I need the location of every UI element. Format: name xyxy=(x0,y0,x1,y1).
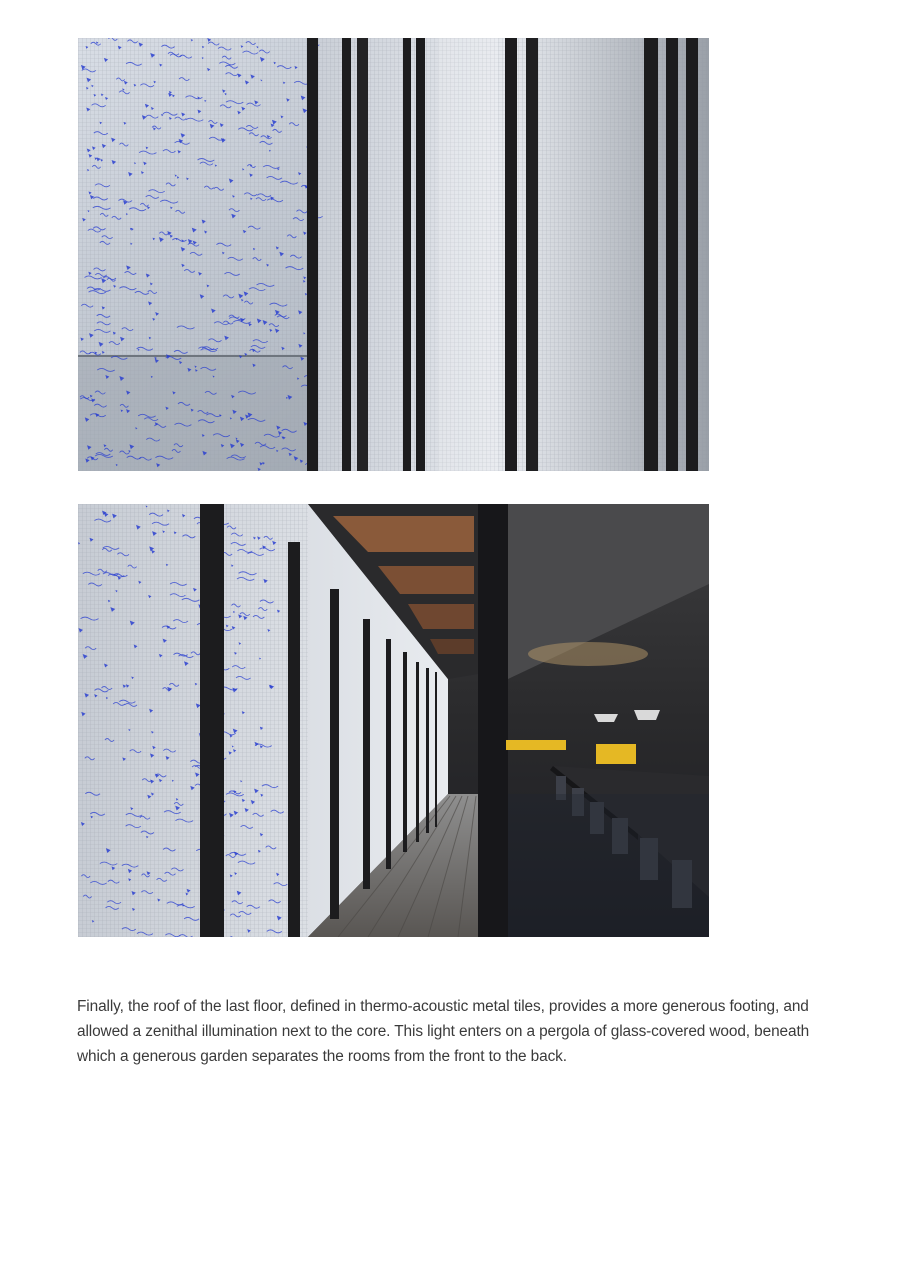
photo-facade-pattern xyxy=(78,38,709,471)
interior-corridor-image xyxy=(78,504,709,937)
article-paragraph: Finally, the roof of the last floor, defined in thermo-acoustic metal tiles, provides a more generous footing, and allowed a zenithal illumination next to the core. This light enters on a pergola of glass-covered wood, beneath which a generous garden separates the rooms from the front to the back. xyxy=(77,998,810,1065)
facade-pattern-image xyxy=(78,38,709,471)
photo-interior-corridor xyxy=(78,504,709,937)
